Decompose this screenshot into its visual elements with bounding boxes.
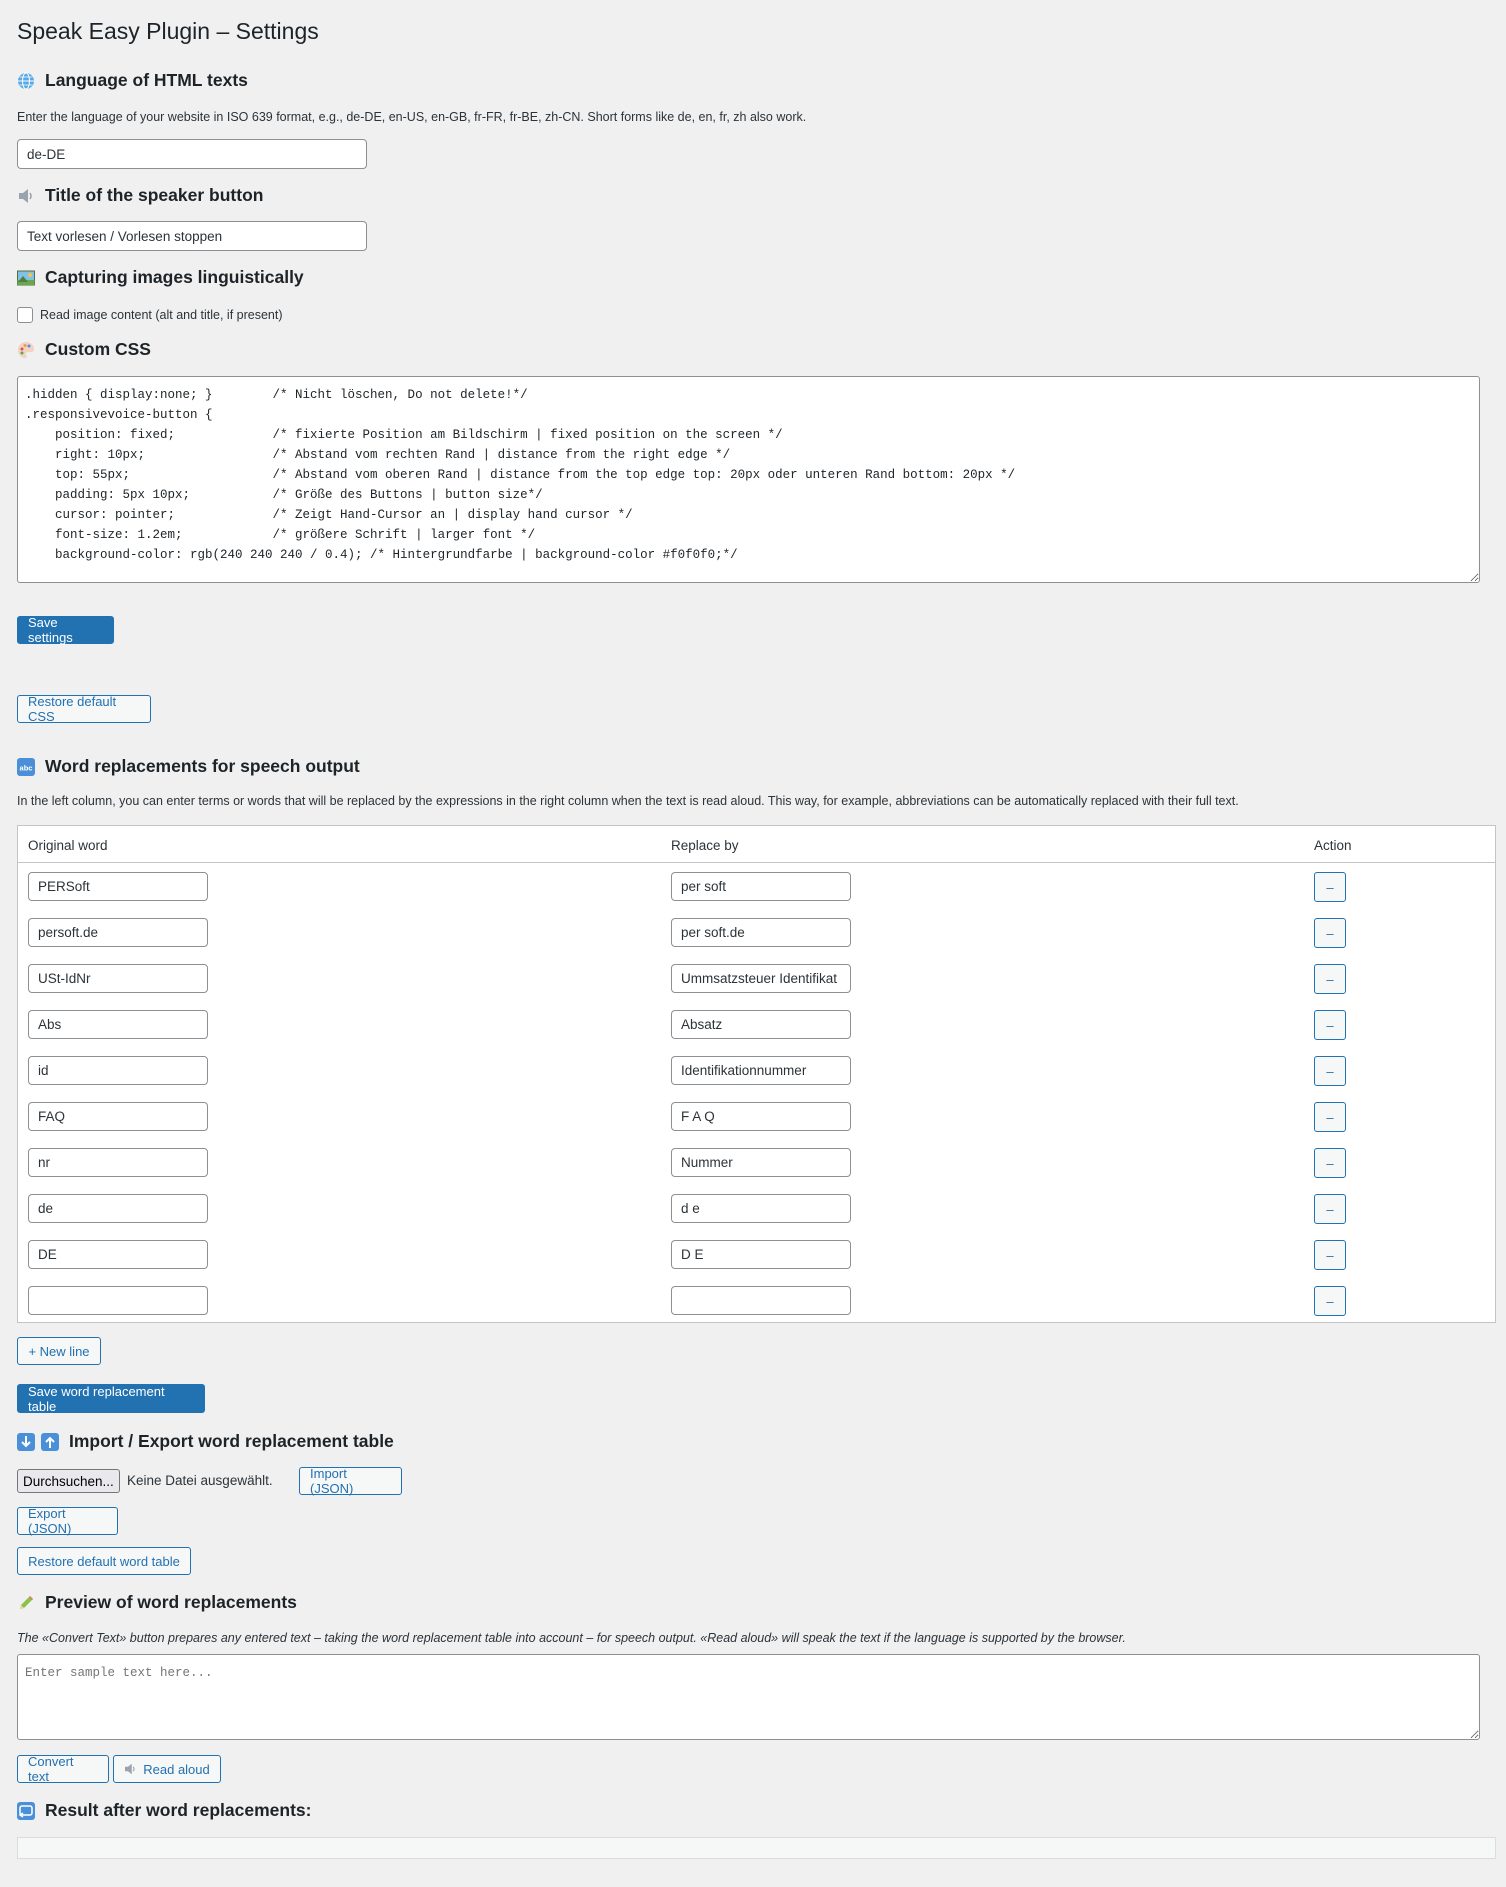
remove-row-button[interactable]: –: [1314, 1102, 1346, 1132]
column-header-action: Action: [1314, 838, 1352, 853]
abc-icon: [17, 758, 35, 776]
remove-row-button[interactable]: –: [1314, 918, 1346, 948]
original-word-input[interactable]: [28, 1194, 208, 1223]
remove-row-button[interactable]: –: [1314, 1286, 1346, 1316]
original-word-input[interactable]: [28, 1056, 208, 1085]
section-title-language-label: Language of HTML texts: [45, 70, 248, 90]
replace-by-input[interactable]: [671, 1148, 851, 1177]
speaker-title-input[interactable]: [17, 221, 367, 251]
palette-icon: [17, 341, 35, 359]
table-row: [18, 964, 1495, 1010]
return-icon: [17, 1802, 35, 1820]
section-title-word-replacements-label: Word replacements for speech output: [45, 756, 360, 776]
section-title-language: [17, 70, 248, 91]
replace-by-input[interactable]: [671, 1056, 851, 1085]
original-word-input[interactable]: [28, 918, 208, 947]
remove-row-button[interactable]: –: [1314, 1056, 1346, 1086]
replace-by-input[interactable]: [671, 1010, 851, 1039]
original-word-input[interactable]: [28, 1010, 208, 1039]
replace-by-input[interactable]: [671, 1102, 851, 1131]
replace-by-input[interactable]: [671, 918, 851, 947]
remove-row-button[interactable]: –: [1314, 1148, 1346, 1178]
original-word-input[interactable]: [28, 872, 208, 901]
replace-by-input[interactable]: [671, 1194, 851, 1223]
import-json-button[interactable]: Import (JSON): [299, 1467, 402, 1495]
restore-default-css-button[interactable]: Restore default CSS: [17, 695, 151, 723]
original-word-input[interactable]: [28, 1240, 208, 1269]
language-input[interactable]: [17, 139, 367, 169]
section-title-result: [17, 1800, 311, 1821]
arrow-up-icon: [41, 1433, 59, 1451]
original-word-input[interactable]: [28, 1148, 208, 1177]
original-word-input[interactable]: [28, 1286, 208, 1315]
language-description: Enter the language of your website in ISO 639 format, e.g., de-DE, en-US, en-GB, fr-FR, fr-BE, zh-CN. Short forms like de, en, fr, zh also work.: [17, 110, 807, 124]
read-aloud-label: Read aloud: [143, 1761, 210, 1777]
pencil-icon: [17, 1594, 35, 1612]
new-line-button[interactable]: + New line: [17, 1337, 101, 1365]
remove-row-button[interactable]: –: [1314, 1194, 1346, 1224]
section-title-images: [17, 267, 304, 288]
table-row: [18, 1286, 1495, 1332]
result-output: [17, 1837, 1496, 1859]
remove-row-button[interactable]: –: [1314, 1010, 1346, 1040]
table-row: [18, 918, 1495, 964]
arrow-down-icon: [17, 1433, 35, 1451]
word-replacements-description: In the left column, you can enter terms or words that will be replaced by the expressions in the right column when the text is read aloud. This way, for example, abbreviations can be automatically replaced with their full text.: [17, 794, 1239, 808]
browse-file-button[interactable]: Durchsuchen...: [17, 1469, 120, 1493]
table-row: [18, 1148, 1495, 1194]
column-header-replace: Replace by: [671, 838, 739, 853]
column-header-original: Original word: [28, 838, 108, 853]
table-row: [18, 1194, 1495, 1240]
section-title-custom-css: [17, 339, 151, 360]
section-title-speaker-label: Title of the speaker button: [45, 185, 264, 205]
image-icon: [17, 269, 35, 287]
section-title-preview-label: Preview of word replacements: [45, 1592, 297, 1612]
speaker-icon: [17, 187, 35, 205]
replace-by-input[interactable]: [671, 872, 851, 901]
replace-by-input[interactable]: [671, 1286, 851, 1315]
section-title-preview: [17, 1592, 297, 1613]
restore-default-word-table-button[interactable]: Restore default word table: [17, 1547, 191, 1575]
table-row: [18, 1056, 1495, 1102]
remove-row-button[interactable]: –: [1314, 1240, 1346, 1270]
section-title-speaker: [17, 185, 263, 206]
original-word-input[interactable]: [28, 964, 208, 993]
export-json-button[interactable]: Export (JSON): [17, 1507, 118, 1535]
read-image-content-checkbox[interactable]: [17, 307, 33, 323]
remove-row-button[interactable]: –: [1314, 872, 1346, 902]
read-image-content-label: Read image content (alt and title, if present): [40, 308, 283, 322]
remove-row-button[interactable]: –: [1314, 964, 1346, 994]
no-file-label: Keine Datei ausgewählt.: [127, 1473, 273, 1488]
sample-text-textarea[interactable]: [17, 1654, 1480, 1740]
convert-text-button[interactable]: Convert text: [17, 1755, 109, 1783]
original-word-input[interactable]: [28, 1102, 208, 1131]
section-title-custom-css-label: Custom CSS: [45, 339, 151, 359]
section-title-result-label: Result after word replacements:: [45, 1800, 312, 1820]
globe-icon: [17, 72, 35, 90]
section-title-import-export-label: Import / Export word replacement table: [69, 1431, 394, 1451]
table-row: [18, 1102, 1495, 1148]
section-title-images-label: Capturing images linguistically: [45, 267, 304, 287]
preview-description: The «Convert Text» button prepares any entered text – taking the word replacement table into account – for speech output. «Read aloud» will speak the text if the language is supported by the browser.: [17, 1631, 1126, 1645]
speaker-icon: [124, 1763, 138, 1775]
svg-text:abc: abc: [19, 763, 33, 772]
table-row: [18, 1240, 1495, 1286]
page-title: Speak Easy Plugin – Settings: [17, 18, 319, 44]
section-title-word-replacements: [17, 756, 360, 777]
table-header: [18, 826, 1495, 863]
save-word-table-button[interactable]: Save word replacement table: [17, 1384, 205, 1413]
word-replacement-table: [17, 825, 1496, 1323]
replace-by-input[interactable]: [671, 1240, 851, 1269]
replace-by-input[interactable]: [671, 964, 851, 993]
save-settings-button[interactable]: Save settings: [17, 616, 114, 644]
custom-css-textarea[interactable]: [17, 376, 1480, 583]
section-title-import-export: [17, 1431, 394, 1452]
table-row: [18, 872, 1495, 918]
read-aloud-button[interactable]: [113, 1755, 221, 1783]
table-row: [18, 1010, 1495, 1056]
